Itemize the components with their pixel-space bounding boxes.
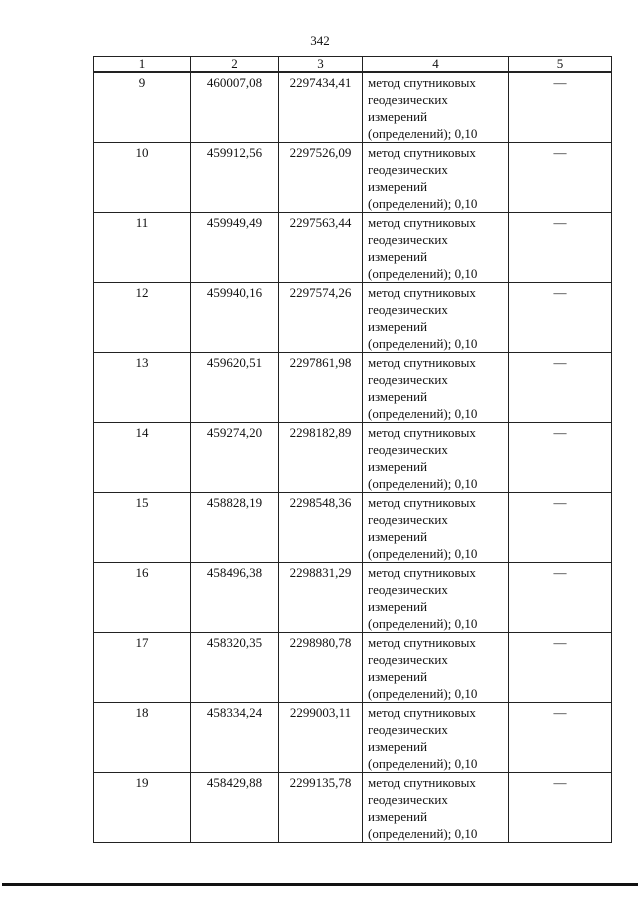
point-number-cell: 16 bbox=[94, 563, 191, 633]
table-row bbox=[94, 353, 612, 423]
method-text-line: метод спутниковых bbox=[368, 495, 476, 510]
y-coordinate-cell: 2299003,11 bbox=[279, 703, 363, 773]
x-coordinate-cell: 459620,51 bbox=[191, 353, 279, 423]
method-text-line: (определений); 0,10 bbox=[368, 756, 478, 771]
table-row bbox=[94, 213, 612, 283]
method-text-line: геодезических bbox=[368, 512, 448, 527]
method-cell bbox=[363, 423, 509, 493]
method-text-line: геодезических bbox=[368, 582, 448, 597]
note-cell bbox=[509, 72, 612, 143]
method-text-line: (определений); 0,10 bbox=[368, 126, 478, 141]
method-text-line: измерений bbox=[368, 179, 428, 194]
y-coordinate-cell: 2299135,78 bbox=[279, 773, 363, 843]
table-row bbox=[94, 283, 612, 353]
method-text-line: (определений); 0,10 bbox=[368, 616, 478, 631]
x-coordinate-cell: 458334,24 bbox=[191, 703, 279, 773]
y-coordinate-cell: 2297526,09 bbox=[279, 143, 363, 213]
method-text-line: измерений bbox=[368, 249, 428, 264]
method-text-line: (определений); 0,10 bbox=[368, 406, 478, 421]
y-coordinate-cell: 2298548,36 bbox=[279, 493, 363, 563]
table-row bbox=[94, 633, 612, 703]
x-coordinate-cell: 458828,19 bbox=[191, 493, 279, 563]
method-text-line: измерений bbox=[368, 389, 428, 404]
method-cell bbox=[363, 493, 509, 563]
method-text-line: метод спутниковых bbox=[368, 775, 476, 790]
method-cell bbox=[363, 143, 509, 213]
note-cell bbox=[509, 563, 612, 633]
note-dash: — bbox=[553, 565, 567, 580]
method-text-line: измерений bbox=[368, 319, 428, 334]
footer-rule bbox=[2, 883, 638, 886]
method-text-line: геодезических bbox=[368, 232, 448, 247]
point-number-cell: 10 bbox=[94, 143, 191, 213]
method-text-line: геодезических bbox=[368, 302, 448, 317]
table-row bbox=[94, 493, 612, 563]
method-text-line: метод спутниковых bbox=[368, 635, 476, 650]
table-row bbox=[94, 563, 612, 633]
method-cell bbox=[363, 773, 509, 843]
method-text-line: метод спутниковых bbox=[368, 355, 476, 370]
method-cell bbox=[363, 353, 509, 423]
column-header-2: 2 bbox=[191, 57, 279, 73]
method-text-line: геодезических bbox=[368, 92, 448, 107]
note-dash: — bbox=[553, 495, 567, 510]
note-cell bbox=[509, 703, 612, 773]
method-cell bbox=[363, 633, 509, 703]
note-dash: — bbox=[553, 635, 567, 650]
method-text-line: (определений); 0,10 bbox=[368, 686, 478, 701]
point-number-cell: 14 bbox=[94, 423, 191, 493]
y-coordinate-cell: 2298980,78 bbox=[279, 633, 363, 703]
table-row bbox=[94, 423, 612, 493]
method-text-line: метод спутниковых bbox=[368, 75, 476, 90]
x-coordinate-cell: 459940,16 bbox=[191, 283, 279, 353]
note-dash: — bbox=[553, 705, 567, 720]
note-dash: — bbox=[553, 215, 567, 230]
note-cell bbox=[509, 283, 612, 353]
method-text-line: (определений); 0,10 bbox=[368, 266, 478, 281]
method-text-line: измерений bbox=[368, 669, 428, 684]
method-text-line: метод спутниковых bbox=[368, 145, 476, 160]
y-coordinate-cell: 2297574,26 bbox=[279, 283, 363, 353]
x-coordinate-cell: 460007,08 bbox=[191, 72, 279, 143]
point-number-cell: 18 bbox=[94, 703, 191, 773]
note-cell bbox=[509, 773, 612, 843]
x-coordinate-cell: 459274,20 bbox=[191, 423, 279, 493]
point-number-cell: 19 bbox=[94, 773, 191, 843]
method-cell bbox=[363, 72, 509, 143]
point-number-cell: 13 bbox=[94, 353, 191, 423]
note-dash: — bbox=[553, 75, 567, 90]
y-coordinate-cell: 2297434,41 bbox=[279, 72, 363, 143]
table-row bbox=[94, 773, 612, 843]
table-body bbox=[94, 72, 612, 843]
point-number-cell: 17 bbox=[94, 633, 191, 703]
method-text-line: измерений bbox=[368, 529, 428, 544]
method-text-line: метод спутниковых bbox=[368, 565, 476, 580]
method-cell bbox=[363, 703, 509, 773]
method-text-line: (определений); 0,10 bbox=[368, 196, 478, 211]
note-dash: — bbox=[553, 285, 567, 300]
point-number-cell: 11 bbox=[94, 213, 191, 283]
note-cell bbox=[509, 213, 612, 283]
x-coordinate-cell: 458320,35 bbox=[191, 633, 279, 703]
method-text-line: измерений bbox=[368, 809, 428, 824]
table-row bbox=[94, 72, 612, 143]
note-cell bbox=[509, 143, 612, 213]
method-text-line: измерений bbox=[368, 109, 428, 124]
method-text-line: (определений); 0,10 bbox=[368, 336, 478, 351]
x-coordinate-cell: 459949,49 bbox=[191, 213, 279, 283]
method-cell bbox=[363, 283, 509, 353]
note-cell bbox=[509, 423, 612, 493]
note-dash: — bbox=[553, 775, 567, 790]
method-text-line: геодезических bbox=[368, 792, 448, 807]
point-number-cell: 12 bbox=[94, 283, 191, 353]
x-coordinate-cell: 459912,56 bbox=[191, 143, 279, 213]
method-text-line: метод спутниковых bbox=[368, 425, 476, 440]
column-header-3: 3 bbox=[279, 57, 363, 73]
method-text-line: геодезических bbox=[368, 722, 448, 737]
method-text-line: (определений); 0,10 bbox=[368, 476, 478, 491]
table-row bbox=[94, 703, 612, 773]
method-cell bbox=[363, 213, 509, 283]
note-cell bbox=[509, 633, 612, 703]
y-coordinate-cell: 2297861,98 bbox=[279, 353, 363, 423]
y-coordinate-cell: 2298182,89 bbox=[279, 423, 363, 493]
table-row bbox=[94, 143, 612, 213]
column-header-1: 1 bbox=[94, 57, 191, 73]
note-cell bbox=[509, 493, 612, 563]
method-text-line: измерений bbox=[368, 739, 428, 754]
method-text-line: метод спутниковых bbox=[368, 285, 476, 300]
method-text-line: геодезических bbox=[368, 372, 448, 387]
y-coordinate-cell: 2297563,44 bbox=[279, 213, 363, 283]
method-text-line: геодезических bbox=[368, 162, 448, 177]
method-text-line: геодезических bbox=[368, 442, 448, 457]
note-dash: — bbox=[553, 355, 567, 370]
method-text-line: метод спутниковых bbox=[368, 705, 476, 720]
note-dash: — bbox=[553, 425, 567, 440]
method-text-line: метод спутниковых bbox=[368, 215, 476, 230]
y-coordinate-cell: 2298831,29 bbox=[279, 563, 363, 633]
method-text-line: (определений); 0,10 bbox=[368, 826, 478, 841]
point-number-cell: 15 bbox=[94, 493, 191, 563]
method-text-line: геодезических bbox=[368, 652, 448, 667]
column-header-4: 4 bbox=[363, 57, 509, 73]
method-text-line: измерений bbox=[368, 599, 428, 614]
coordinates-table bbox=[93, 56, 612, 843]
method-text-line: (определений); 0,10 bbox=[368, 546, 478, 561]
column-header-5: 5 bbox=[509, 57, 612, 73]
x-coordinate-cell: 458496,38 bbox=[191, 563, 279, 633]
page-number: 342 bbox=[310, 33, 330, 48]
x-coordinate-cell: 458429,88 bbox=[191, 773, 279, 843]
table-header-row bbox=[94, 57, 612, 73]
method-text-line: измерений bbox=[368, 459, 428, 474]
note-cell bbox=[509, 353, 612, 423]
point-number-cell: 9 bbox=[94, 72, 191, 143]
method-cell bbox=[363, 563, 509, 633]
note-dash: — bbox=[553, 145, 567, 160]
